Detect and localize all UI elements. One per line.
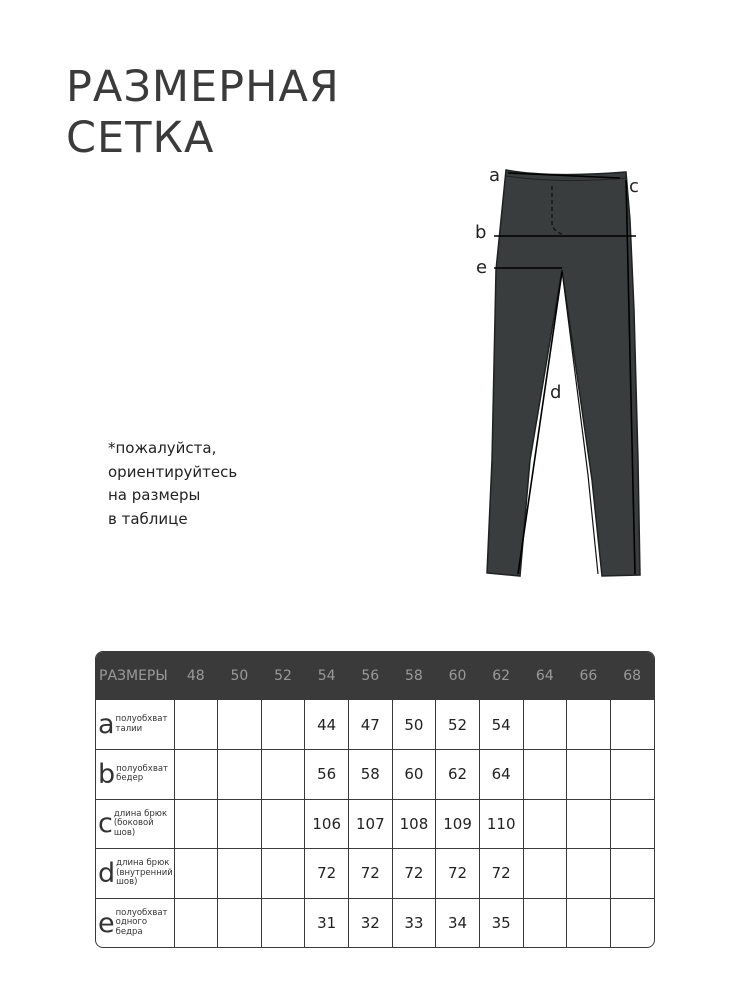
size-value-cell: 62 xyxy=(436,750,480,800)
table-row xyxy=(96,898,654,948)
size-value-cell: 64 xyxy=(479,750,523,800)
size-value-cell xyxy=(567,799,611,849)
label-b: b xyxy=(475,222,487,243)
size-value-cell: 72 xyxy=(349,849,393,899)
size-value-cell: 107 xyxy=(349,799,393,849)
measurement-description xyxy=(114,810,167,839)
page-title xyxy=(66,62,340,164)
table-row xyxy=(96,750,654,800)
size-value-cell xyxy=(218,898,262,948)
size-value-cell: 110 xyxy=(479,799,523,849)
description-line: шов) xyxy=(116,877,138,887)
description-line: длина брюк xyxy=(113,808,168,819)
measurement-letter: a xyxy=(98,709,115,740)
measurement-letter: c xyxy=(98,808,113,840)
size-value-cell xyxy=(567,750,611,800)
note-line-3: на размеры xyxy=(108,486,201,504)
measurement-letter: e xyxy=(98,907,115,939)
size-value-cell xyxy=(610,750,654,800)
size-value-cell xyxy=(610,849,654,899)
size-header-cell: 56 xyxy=(361,668,380,684)
size-value-cell: 60 xyxy=(392,750,436,800)
size-value-cell: 44 xyxy=(305,700,349,750)
size-value-cell xyxy=(523,799,567,849)
size-value-cell: 58 xyxy=(349,750,393,800)
size-value-cell xyxy=(261,799,305,849)
description-line: талии xyxy=(115,723,143,734)
size-value-cell: 35 xyxy=(479,898,523,948)
size-table xyxy=(96,652,654,948)
measurement-label xyxy=(98,859,174,888)
description-line: полуобхват xyxy=(116,763,169,774)
measurement-description xyxy=(116,765,168,784)
table-row xyxy=(96,799,654,849)
size-value-cell xyxy=(610,799,654,849)
description-line: (внутренний xyxy=(116,867,173,878)
size-header-cell: 54 xyxy=(317,668,336,684)
size-value-cell: 72 xyxy=(305,849,349,899)
label-e: e xyxy=(476,257,488,278)
size-header-cell: 68 xyxy=(623,668,642,684)
size-value-cell xyxy=(174,700,218,750)
measurement-label xyxy=(98,711,174,738)
size-value-cell: 32 xyxy=(349,898,393,948)
title-line-1: РАЗМЕРНАЯ xyxy=(66,62,340,112)
measurement-letter: b xyxy=(98,758,116,790)
size-header-cell: 52 xyxy=(274,668,292,684)
size-value-cell xyxy=(261,750,305,800)
measurement-description xyxy=(116,715,168,734)
measurement-label-cell xyxy=(96,700,174,750)
note-line-2: ориентируйтесь xyxy=(108,462,238,481)
size-header-cell: 48 xyxy=(186,668,205,684)
size-value-cell: 50 xyxy=(392,700,436,750)
title-line-2: СЕТКА xyxy=(66,113,215,163)
size-value-cell xyxy=(567,849,611,899)
label-a: a xyxy=(489,165,501,186)
measurement-label-cell xyxy=(96,750,174,800)
trousers-shape xyxy=(487,170,640,576)
size-value-cell xyxy=(218,750,262,800)
size-value-cell xyxy=(523,849,567,899)
size-value-cell: 34 xyxy=(436,898,480,948)
measurement-label-cell xyxy=(96,898,174,948)
size-header-cell: 58 xyxy=(405,668,423,684)
size-value-cell xyxy=(610,898,654,948)
table-row xyxy=(96,700,654,750)
size-value-cell xyxy=(218,799,262,849)
note-line-1: *пожалуйста, xyxy=(108,439,217,457)
description-line: бедер xyxy=(116,773,144,784)
description-line: бедра xyxy=(115,926,143,937)
size-value-cell: 72 xyxy=(436,849,480,899)
size-value-cell xyxy=(174,799,218,849)
size-value-cell: 108 xyxy=(392,799,436,849)
measurement-label xyxy=(98,810,174,839)
measurement-label xyxy=(98,758,174,790)
measurement-label-cell xyxy=(96,799,174,849)
size-value-cell xyxy=(218,700,262,750)
size-value-cell xyxy=(174,849,218,899)
size-value-cell: 33 xyxy=(392,898,436,948)
size-value-cell: 72 xyxy=(392,849,436,899)
measurement-description xyxy=(116,859,173,888)
size-value-cell xyxy=(174,750,218,800)
description-line: одного xyxy=(115,917,148,928)
size-value-cell xyxy=(261,700,305,750)
size-value-cell xyxy=(610,700,654,750)
size-value-cell xyxy=(174,898,218,948)
description-line: полуобхват xyxy=(115,714,168,724)
size-header-cell: 50 xyxy=(230,668,249,684)
size-value-cell: 54 xyxy=(479,700,523,750)
label-c: c xyxy=(629,176,639,197)
description-line: (боковой xyxy=(113,818,154,828)
trousers-svg xyxy=(470,160,670,585)
description-line: полуобхват xyxy=(115,907,168,918)
measurement-label xyxy=(98,909,174,938)
description-line: шов) xyxy=(113,827,136,838)
note-line-4: в таблице xyxy=(108,509,188,528)
size-value-cell: 47 xyxy=(349,700,393,750)
size-value-cell xyxy=(261,898,305,948)
measurement-description xyxy=(116,909,168,938)
size-value-cell: 109 xyxy=(436,799,480,849)
size-table-container xyxy=(95,651,655,948)
label-d: d xyxy=(550,382,562,403)
size-value-cell: 56 xyxy=(305,750,349,800)
size-header-cell: 62 xyxy=(492,668,511,684)
table-row xyxy=(96,849,654,899)
size-value-cell: 72 xyxy=(479,849,523,899)
size-value-cell xyxy=(218,849,262,899)
size-value-cell: 106 xyxy=(305,799,349,849)
size-value-cell: 31 xyxy=(305,898,349,948)
size-header-cell: 66 xyxy=(579,668,598,684)
size-note xyxy=(108,437,237,531)
description-line: длина брюк xyxy=(116,858,170,868)
size-value-cell xyxy=(567,898,611,948)
size-value-cell xyxy=(523,898,567,948)
size-value-cell: 52 xyxy=(436,700,480,750)
size-table-body xyxy=(96,700,654,948)
size-value-cell xyxy=(261,849,305,899)
size-value-cell xyxy=(523,750,567,800)
size-header-row xyxy=(96,652,654,700)
header-label: РАЗМЕРЫ xyxy=(99,668,168,684)
size-header-cell: 64 xyxy=(535,668,554,684)
measurement-label-cell xyxy=(96,849,174,899)
measurement-letter: d xyxy=(98,857,116,889)
trousers-illustration xyxy=(470,160,670,585)
size-value-cell xyxy=(523,700,567,750)
size-header-cell: 60 xyxy=(448,668,467,684)
size-value-cell xyxy=(567,700,611,750)
